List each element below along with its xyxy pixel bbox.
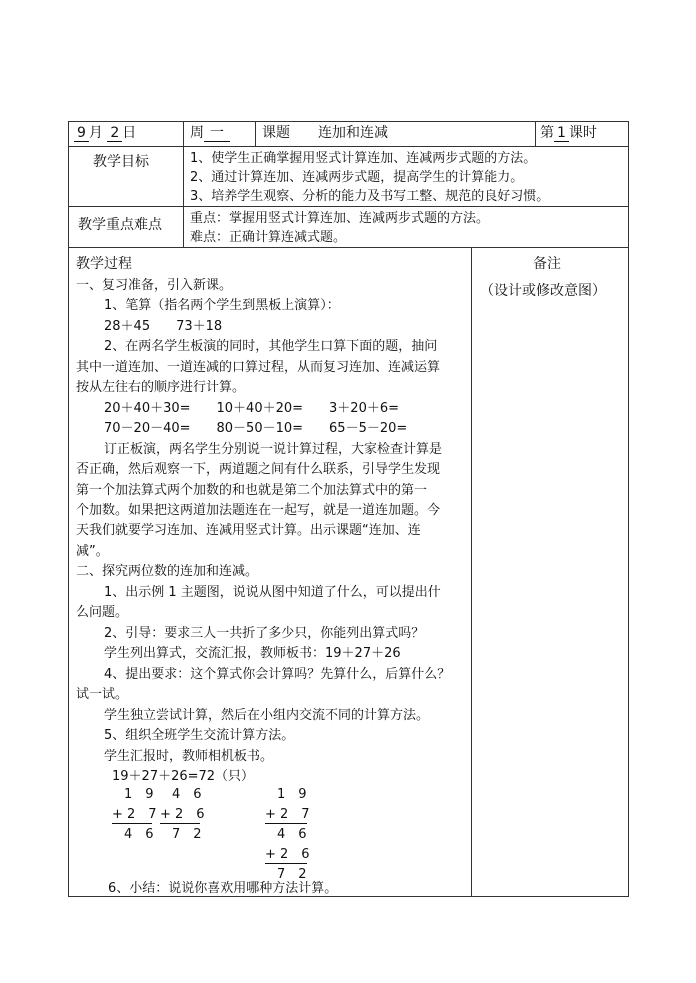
process-line: 28＋45 73＋18 [104,319,223,334]
summary-line: 6、小结：说说你喜欢用哪种方法计算。 [108,881,338,896]
process-line: 一、复习准备，引入新课。 [76,278,233,293]
keypoints-label: 教学重点难点 [78,217,162,233]
table-top-border [68,121,629,122]
process-line: 第一个加法算式两个加数的和也就是第二个加法算式中的第一 [76,483,428,498]
process-line: 试一试。 [76,687,129,702]
process-line: 学生独立尝试计算，然后在小组内交流不同的计算方法。 [104,708,430,723]
lesson-number: 1 [554,125,569,142]
process-line: 19＋27＋26=72（只） [112,769,255,784]
calc-c-line: 7 2 [277,867,307,882]
objective-item: 1、使学生正确掌握用竖式计算连加、连减两步式题的方法。 [190,151,537,166]
week-value: 一 [204,125,230,142]
process-line: 2、在两名学生板演的同时，其他学生口算下面的题，抽问 [104,339,438,354]
process-line: 学生列出算式，交流汇报，教师板书：19＋27＋26 [104,646,401,661]
month-value: 9 [74,125,89,142]
process-line: 减”。 [76,544,109,559]
topic-label: 课题 [262,125,290,141]
lesson-suffix: 课时 [568,125,597,141]
calc-a-line: 4 6 [124,827,154,842]
week-prefix: 周 [190,125,204,141]
keypoint-item: 难点：正确计算连减式题。 [190,230,347,245]
calc-b-line: 4 6 [172,787,202,802]
process-line: 订正板演，两名学生分别说一说计算过程，大家检查计算是 [104,442,443,457]
process-line: 2、引导：要求三人一共折了多少只，你能列出算式吗？ [104,626,425,641]
date-cell [74,125,136,142]
month-unit: 月 [88,125,103,141]
objective-item: 2、通过计算连加、连减两步式题，提高学生的计算能力。 [190,170,524,185]
row-divider [68,247,629,248]
column-divider [255,121,256,146]
calc-b-line: + 2 6 [160,807,205,822]
day-value: 2 [107,125,122,142]
process-line: 二、探究两位数的连加和连减。 [76,564,259,579]
keypoint-item: 重点：掌握用竖式计算连加、连减两步式题的方法。 [190,211,490,226]
process-line: 否正确，然后观察一下，两道题之间有什么联系，引导学生发现 [76,462,441,477]
calc-c-line: + 2 6 [265,847,310,862]
process-line: 70－20－40= 80－50－10= 65－5－20= [104,421,408,436]
table-left-border [68,121,69,897]
calc-a-line: + 2 7 [112,807,157,822]
remarks-title: 备注 [533,256,561,272]
process-line: 按从左往右的顺序进行计算。 [76,380,246,395]
table-right-border [628,121,629,897]
topic-value: 连加和连减 [318,125,388,141]
process-line: 4、提出要求：这个算式你会计算吗？先算什么，后算什么？ [104,667,451,682]
process-title: 教学过程 [76,256,132,272]
process-line: 5、组织全班学生交流计算方法。 [104,728,295,743]
calc-c-line: 4 6 [277,827,307,842]
week-cell [190,125,230,142]
row-divider [68,206,629,207]
calc-a-rule [112,823,152,824]
calc-a-line: 1 9 [124,787,154,802]
column-divider [471,247,472,896]
process-line: 个加数。如果把这两道加法题连在一起写，就是一道连加题。今 [76,503,441,518]
day-unit: 日 [122,125,137,141]
process-line: 其中一道连加、一道连减的口算过程，从而复习连加、连减运算 [76,360,441,375]
column-divider [183,121,184,247]
column-divider [535,121,536,146]
calc-c-line: 1 9 [277,787,307,802]
process-line: 么问题。 [76,605,129,620]
calc-c-line: + 2 7 [265,807,310,822]
process-line: 20＋40＋30= 10＋40＋20= 3＋20＋6= [104,401,400,416]
calc-c-rule [265,863,307,864]
process-line: 天我们就要学习连加、连减用竖式计算。出示课题“连加、连 [76,523,421,538]
remarks-subtitle: （设计或修改意图） [480,283,606,299]
calc-b-line: 7 2 [172,827,202,842]
process-line: 学生汇报时，教师相机板书。 [104,749,274,764]
calc-c-rule [265,823,307,824]
process-line: 1、出示例 1 主题图，说说从图中知道了什么，可以提出什 [104,585,441,600]
row-divider [68,146,629,147]
process-line: 1、笔算（指名两个学生到黑板上演算）： [104,298,340,313]
lesson-prefix: 第 [540,125,554,141]
objective-item: 3、培养学生观察、分析的能力及书写工整、规范的良好习惯。 [190,189,550,204]
calc-b-rule [160,823,200,824]
objectives-label: 教学目标 [93,154,149,170]
lesson-cell [540,125,597,142]
